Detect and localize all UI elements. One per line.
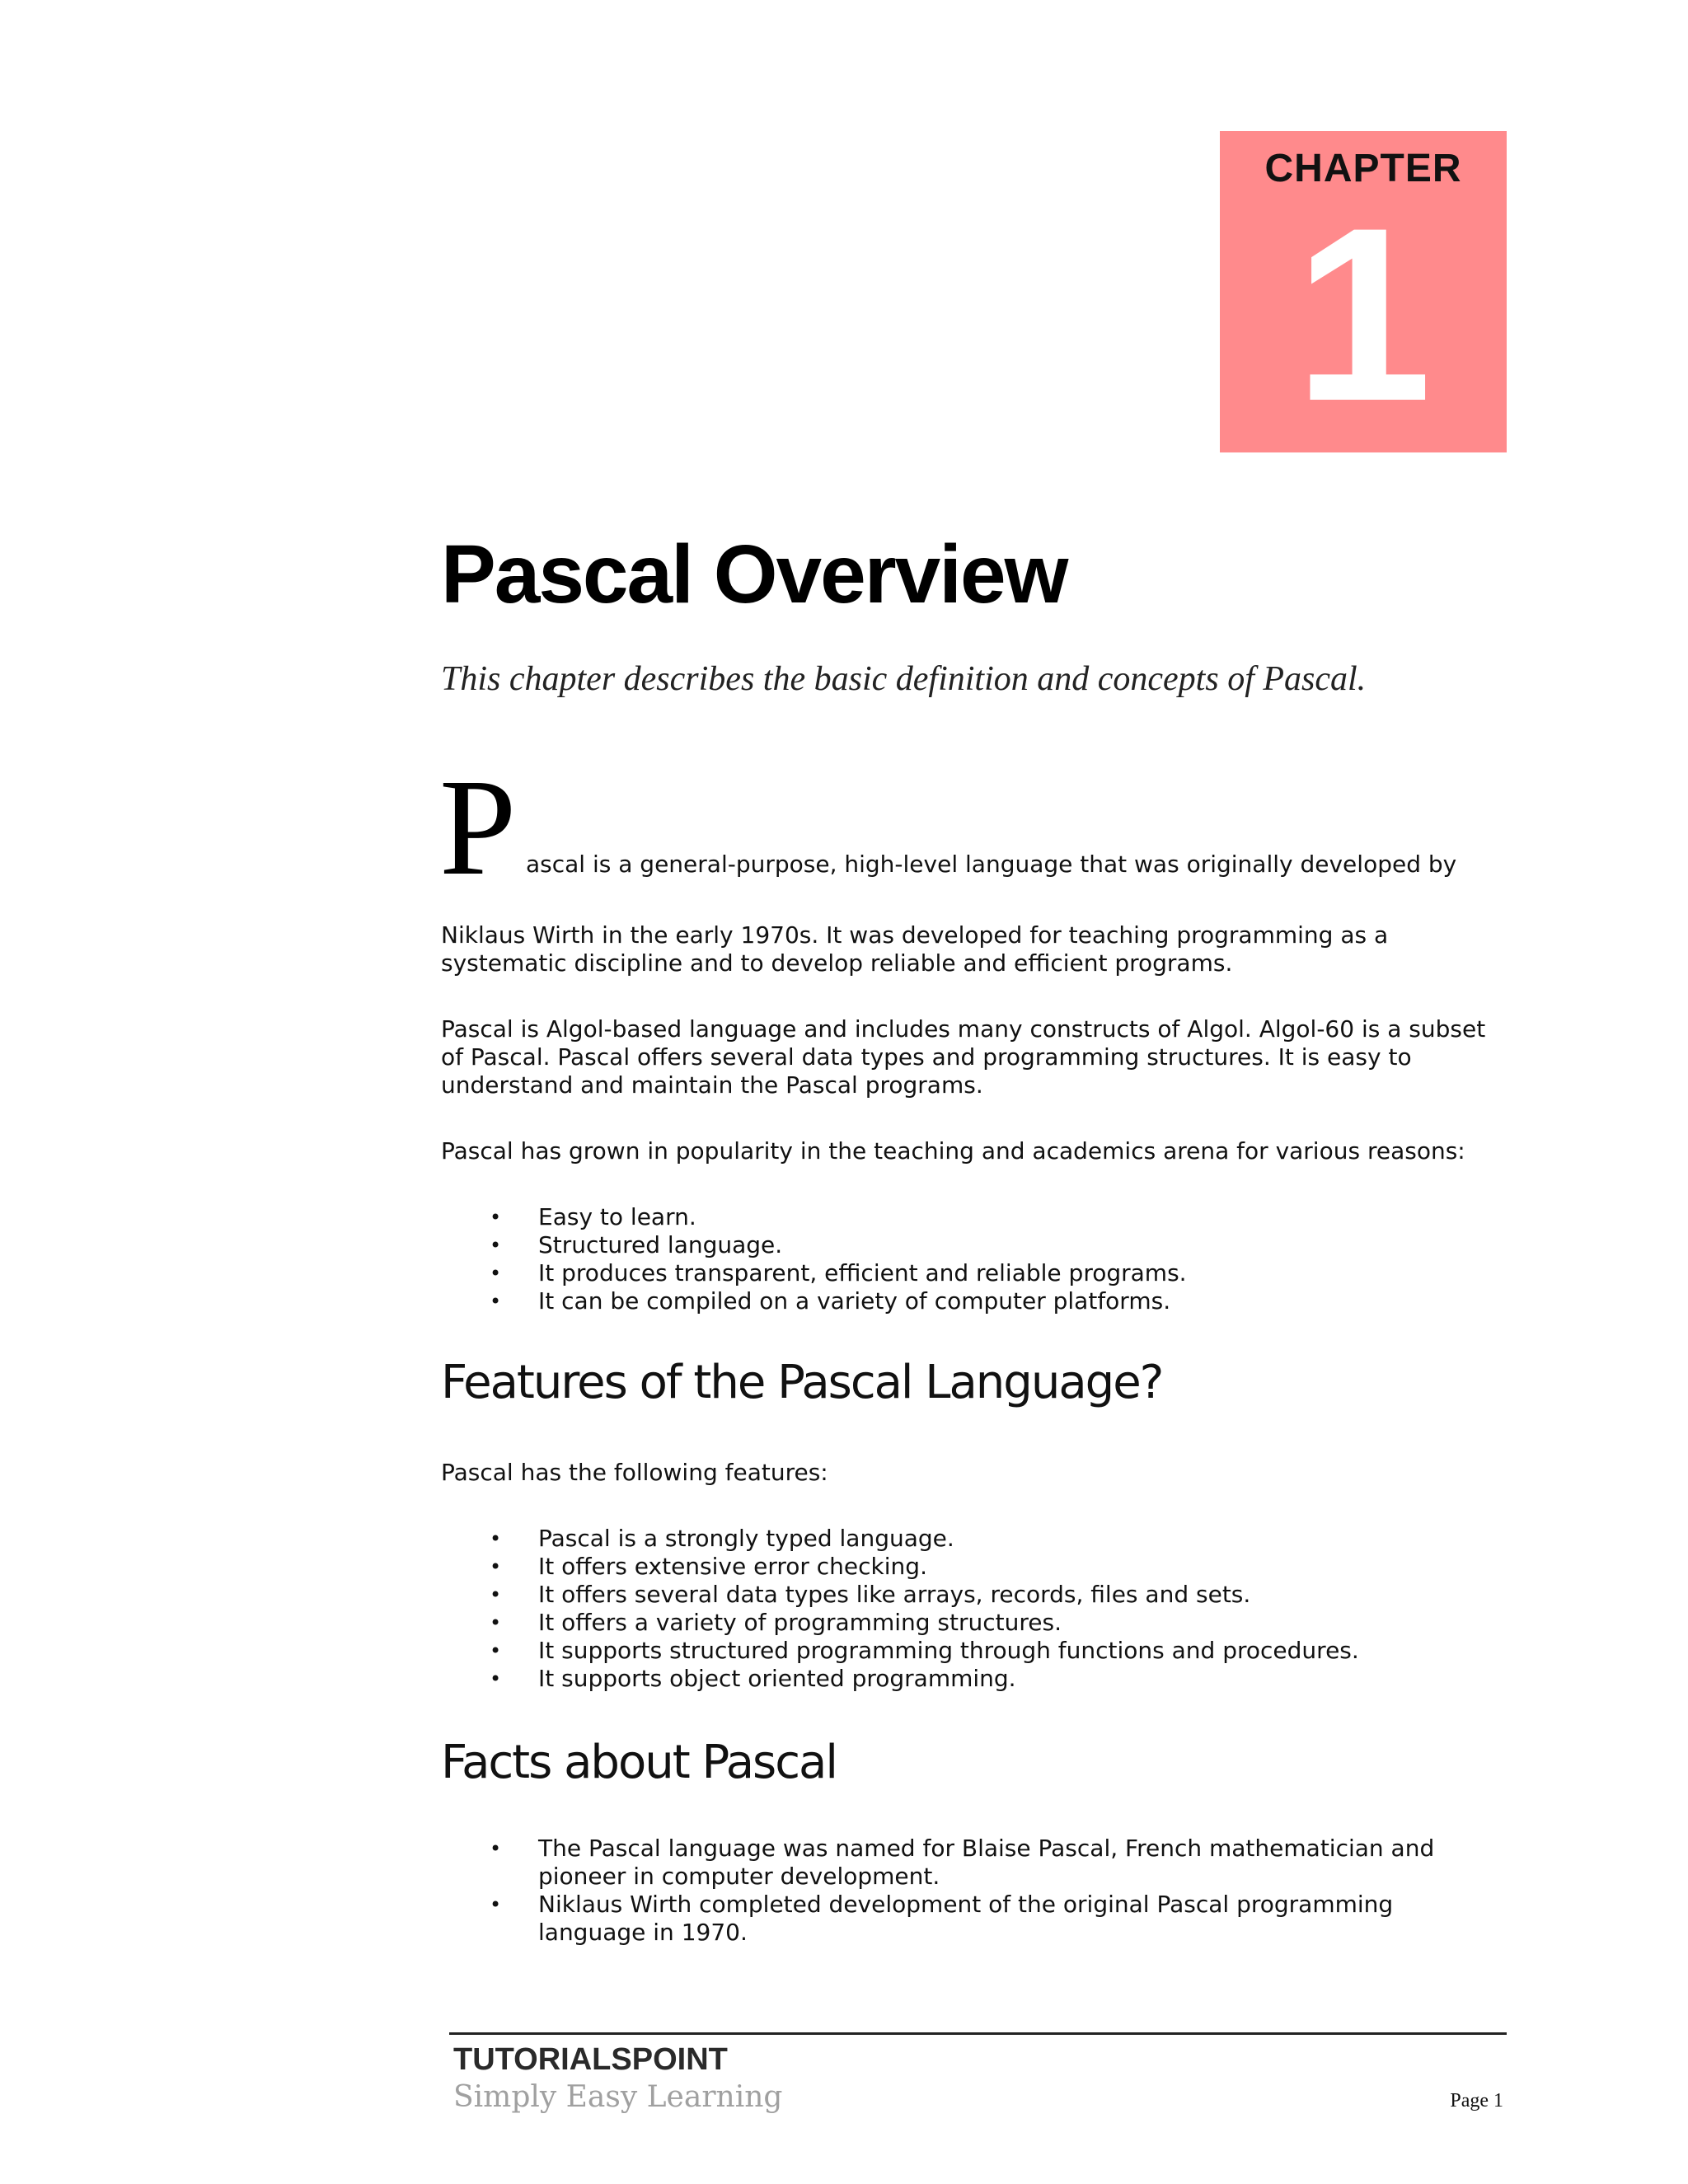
list-item: • It offers extensive error checking.	[490, 1553, 927, 1580]
drop-cap: P	[439, 751, 517, 904]
facts-heading: Facts about Pascal	[441, 1736, 837, 1789]
footer-divider	[449, 2032, 1507, 2035]
bullet-icon: •	[490, 1667, 502, 1690]
list-item: • Pascal is a strongly typed language.	[490, 1525, 954, 1552]
page-title: Pascal Overview	[441, 528, 1067, 621]
algol-paragraph: Pascal is Algol-based language and includes many constructs of Algol. Algol-60 is a subset of Pascal. Pascal offers several data types and programming structures. It is easy to understand and maintain the Pascal programs.	[441, 1015, 1486, 1099]
bullet-icon: •	[490, 1611, 502, 1634]
footer-tagline: Simply Easy Learning	[453, 2080, 783, 2114]
list-item: • It produces transparent, efficient and reliable programs.	[490, 1259, 1187, 1286]
bullet-icon: •	[490, 1262, 502, 1285]
bullet-icon: •	[490, 1206, 502, 1229]
facts-list	[441, 1835, 1479, 1947]
list-item: • It can be compiled on a variety of computer platforms.	[490, 1287, 1171, 1315]
bullet-icon: •	[490, 1583, 502, 1606]
list-item: • It offers a variety of programming structures.	[490, 1609, 1062, 1636]
features-intro: Pascal has the following features:	[441, 1459, 828, 1486]
bullet-icon: •	[490, 1837, 502, 1860]
bullet-icon: •	[490, 1290, 502, 1313]
bullet-icon: •	[490, 1527, 502, 1550]
chapter-label: CHAPTER	[1264, 147, 1462, 190]
bullet-icon: •	[490, 1234, 502, 1257]
intro-first-line: ascal is a general-purpose, high-level language that was originally developed by	[526, 851, 1457, 878]
page-number: Page 1	[1450, 2090, 1503, 2111]
list-item: • It supports structured programming through functions and procedures.	[490, 1637, 1359, 1664]
list-item: • It offers several data types like arrays, records, files and sets.	[490, 1581, 1251, 1608]
reasons-list	[441, 1203, 1512, 1315]
popularity-paragraph: Pascal has grown in popularity in the teaching and academics arena for various reasons:	[441, 1137, 1465, 1165]
list-item: • It supports object oriented programming.	[490, 1665, 1016, 1692]
bullet-icon: •	[490, 1893, 502, 1916]
intro-paragraph: Niklaus Wirth in the early 1970s. It was developed for teaching programming as a systematic discipline and to develop reliable and efficient programs.	[441, 921, 1389, 977]
list-item: • The Pascal language was named for Blaise Pascal, French mathematician and pioneer in computer development.	[490, 1835, 1435, 1890]
features-heading: Features of the Pascal Language?	[441, 1356, 1163, 1409]
chapter-subtitle: This chapter describes the basic definition and concepts of Pascal.	[441, 660, 1367, 698]
features-list	[441, 1525, 1512, 1693]
chapter-badge	[1220, 131, 1507, 452]
list-item: • Easy to learn.	[490, 1203, 696, 1230]
bullet-icon: •	[490, 1639, 502, 1662]
footer-brand: TUTORIALSPOINT	[453, 2042, 728, 2077]
list-item: • Structured language.	[490, 1231, 783, 1258]
chapter-number: 1	[1294, 176, 1432, 452]
bullet-icon: •	[490, 1555, 502, 1578]
list-item: • Niklaus Wirth completed development of the original Pascal programming language in 1970.	[490, 1891, 1394, 1946]
